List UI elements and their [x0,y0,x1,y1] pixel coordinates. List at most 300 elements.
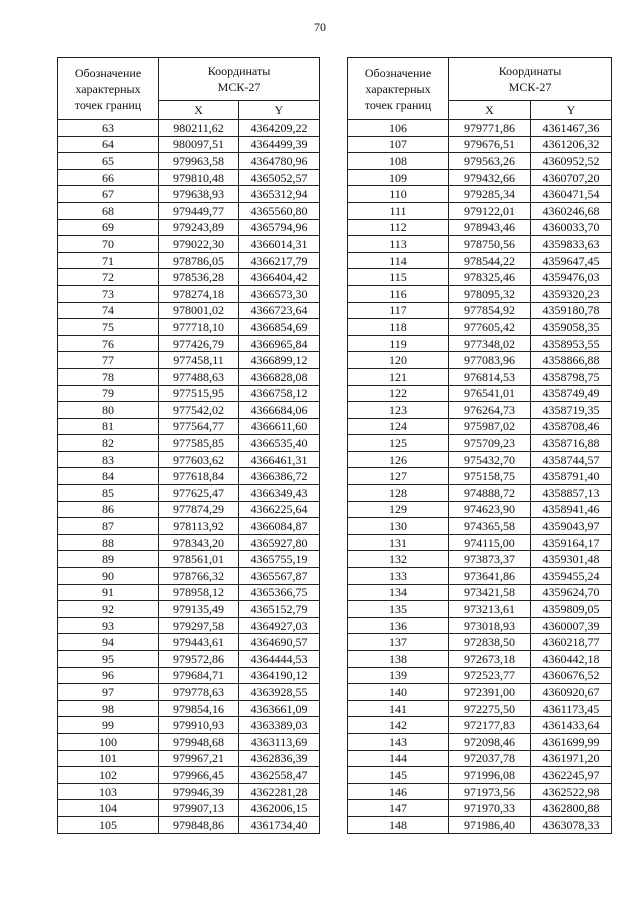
table-row [58,202,320,219]
x-coordinate-cell: 977348,02 [449,335,531,352]
y-coordinate-cell: 4361433,64 [531,717,612,734]
y-coordinate-cell: 4358953,55 [531,335,612,352]
x-coordinate-cell: 977605,42 [449,319,531,336]
point-number-cell: 122 [348,385,449,402]
point-number-cell: 89 [58,551,159,568]
y-coordinate-cell: 4366349,43 [239,485,320,502]
table-row [58,385,320,402]
y-coordinate-cell: 4366684,06 [239,402,320,419]
table-row [58,319,320,336]
x-coordinate-cell: 973018,93 [449,617,531,634]
y-coordinate-cell: 4359164,17 [531,534,612,551]
y-coordinate-cell: 4358941,46 [531,501,612,518]
x-coordinate-cell: 979907,13 [159,800,239,817]
table-row [58,136,320,153]
point-number-cell: 113 [348,236,449,253]
x-coordinate-cell: 978113,92 [159,518,239,535]
y-coordinate-cell: 4359180,78 [531,302,612,319]
y-coordinate-cell: 4358719,35 [531,402,612,419]
y-coordinate-cell: 4358744,57 [531,451,612,468]
y-coordinate-cell: 4359058,35 [531,319,612,336]
table-row [58,352,320,369]
table-row [348,667,612,684]
x-coordinate-cell: 977603,62 [159,451,239,468]
point-number-cell: 70 [58,236,159,253]
point-number-cell: 118 [348,319,449,336]
x-coordinate-cell: 979297,58 [159,617,239,634]
point-number-cell: 110 [348,186,449,203]
y-coordinate-cell: 4366225,64 [239,501,320,518]
point-number-cell: 98 [58,700,159,717]
x-coordinate-cell: 971970,33 [449,800,531,817]
y-coordinate-cell: 4364927,03 [239,617,320,634]
point-number-cell: 115 [348,269,449,286]
y-coordinate-cell: 4361467,36 [531,120,612,137]
x-coordinate-cell: 973421,58 [449,584,531,601]
table-row [348,435,612,452]
x-column-header: X [159,101,239,120]
table-row [348,402,612,419]
table-row [58,501,320,518]
point-number-cell: 90 [58,568,159,585]
table-row [348,285,612,302]
point-number-cell: 86 [58,501,159,518]
x-coordinate-cell: 971986,40 [449,816,531,833]
point-number-cell: 116 [348,285,449,302]
table-row [58,451,320,468]
y-coordinate-cell: 4365560,80 [239,202,320,219]
coordinates-table-right [347,57,612,834]
y-coordinate-cell: 4363928,55 [239,684,320,701]
y-coordinate-cell: 4358798,75 [531,368,612,385]
table-row [58,518,320,535]
y-coordinate-cell: 4360218,77 [531,634,612,651]
y-coordinate-cell: 4363078,33 [531,816,612,833]
point-number-cell: 138 [348,651,449,668]
x-coordinate-cell: 979443,61 [159,634,239,651]
y-coordinate-cell: 4360442,18 [531,651,612,668]
point-number-cell: 141 [348,700,449,717]
x-coordinate-cell: 978001,02 [159,302,239,319]
table-row [58,219,320,236]
x-coordinate-cell: 979948,68 [159,733,239,750]
point-number-cell: 74 [58,302,159,319]
y-coordinate-cell: 4360952,52 [531,153,612,170]
y-coordinate-cell: 4365794,96 [239,219,320,236]
x-coordinate-cell: 977585,85 [159,435,239,452]
y-coordinate-cell: 4366535,40 [239,435,320,452]
y-coordinate-cell: 4366854,69 [239,319,320,336]
y-coordinate-cell: 4360920,67 [531,684,612,701]
table-row [348,468,612,485]
x-coordinate-cell: 977874,29 [159,501,239,518]
y-coordinate-cell: 4366217,79 [239,252,320,269]
y-coordinate-cell: 4360676,52 [531,667,612,684]
x-column-header: X [449,101,531,120]
point-number-cell: 123 [348,402,449,419]
x-coordinate-cell: 975987,02 [449,418,531,435]
table-row [348,485,612,502]
point-number-cell: 108 [348,153,449,170]
point-number-cell: 79 [58,385,159,402]
table-row [348,186,612,203]
point-number-cell: 107 [348,136,449,153]
point-number-cell: 99 [58,717,159,734]
coordinates-header-line1: Координаты [207,64,271,78]
x-coordinate-cell: 976814,53 [449,368,531,385]
table-row [348,335,612,352]
designation-header-line3: точек границ [74,97,142,112]
table-row [58,435,320,452]
point-number-cell: 133 [348,568,449,585]
point-number-cell: 106 [348,120,449,137]
y-coordinate-cell: 4361971,20 [531,750,612,767]
y-coordinate-cell: 4362558,47 [239,767,320,784]
table-row [348,733,612,750]
x-coordinate-cell: 978561,01 [159,551,239,568]
y-coordinate-cell: 4366828,08 [239,368,320,385]
table-row [58,236,320,253]
table-row [58,153,320,170]
point-number-cell: 139 [348,667,449,684]
y-coordinate-cell: 4366573,30 [239,285,320,302]
x-coordinate-cell: 972098,46 [449,733,531,750]
table-row [58,783,320,800]
y-coordinate-cell: 4362006,15 [239,800,320,817]
table-row [348,750,612,767]
y-coordinate-cell: 4362522,98 [531,783,612,800]
point-number-cell: 96 [58,667,159,684]
y-coordinate-cell: 4361173,45 [531,700,612,717]
x-coordinate-cell: 972673,18 [449,651,531,668]
x-coordinate-cell: 972037,78 [449,750,531,767]
x-coordinate-cell: 979449,77 [159,202,239,219]
table-row [58,584,320,601]
table-row [58,534,320,551]
point-number-cell: 105 [58,816,159,833]
table-row [348,783,612,800]
x-coordinate-cell: 977488,63 [159,368,239,385]
x-coordinate-cell: 973641,86 [449,568,531,585]
x-coordinate-cell: 974623,90 [449,501,531,518]
x-coordinate-cell: 975709,23 [449,435,531,452]
point-number-cell: 112 [348,219,449,236]
table-row [348,551,612,568]
y-coordinate-cell: 4360707,20 [531,169,612,186]
y-coordinate-cell: 4363113,69 [239,733,320,750]
table-row [58,717,320,734]
point-number-cell: 104 [58,800,159,817]
table-row [348,418,612,435]
y-coordinate-cell: 4360246,68 [531,202,612,219]
x-coordinate-cell: 971973,56 [449,783,531,800]
y-coordinate-cell: 4359624,70 [531,584,612,601]
table-row [348,767,612,784]
x-coordinate-cell: 979771,86 [449,120,531,137]
table-row [348,136,612,153]
y-coordinate-cell: 4366404,42 [239,269,320,286]
x-coordinate-cell: 974365,58 [449,518,531,535]
table-row [58,485,320,502]
coordinates-header [449,58,612,101]
y-coordinate-cell: 4365152,79 [239,601,320,618]
point-number-cell: 93 [58,617,159,634]
point-number-cell: 132 [348,551,449,568]
table-row [348,153,612,170]
table-row [58,568,320,585]
table-row [348,236,612,253]
table-row [348,800,612,817]
point-number-cell: 92 [58,601,159,618]
x-coordinate-cell: 979810,48 [159,169,239,186]
table-row [348,634,612,651]
point-number-cell: 135 [348,601,449,618]
table-row [58,120,320,137]
point-number-cell: 87 [58,518,159,535]
y-coordinate-cell: 4359833,63 [531,236,612,253]
x-coordinate-cell: 977515,95 [159,385,239,402]
y-column-header: Y [531,101,612,120]
y-coordinate-cell: 4358716,88 [531,435,612,452]
y-coordinate-cell: 4362245,97 [531,767,612,784]
table-body-left [58,120,320,834]
x-coordinate-cell: 972391,00 [449,684,531,701]
x-coordinate-cell: 979778,63 [159,684,239,701]
x-coordinate-cell: 979572,86 [159,651,239,668]
page-number: 70 [314,20,326,34]
point-number-cell: 102 [58,767,159,784]
point-number-cell: 71 [58,252,159,269]
point-number-cell: 68 [58,202,159,219]
coordinates-header-line2: МСК-27 [508,80,552,94]
y-coordinate-cell: 4359647,45 [531,252,612,269]
table-row [58,302,320,319]
coordinates-table-left [57,57,320,834]
table-row [348,816,612,833]
table-row [58,733,320,750]
point-number-cell: 145 [348,767,449,784]
point-number-cell: 109 [348,169,449,186]
coordinates-header [159,58,320,101]
point-number-cell: 121 [348,368,449,385]
x-coordinate-cell: 978343,20 [159,534,239,551]
x-coordinate-cell: 972177,83 [449,717,531,734]
y-coordinate-cell: 4366461,31 [239,451,320,468]
y-coordinate-cell: 4364780,96 [239,153,320,170]
x-coordinate-cell: 973873,37 [449,551,531,568]
y-coordinate-cell: 4364444,53 [239,651,320,668]
point-number-cell: 64 [58,136,159,153]
x-coordinate-cell: 979910,93 [159,717,239,734]
table-row [348,451,612,468]
table-row [58,252,320,269]
x-coordinate-cell: 978095,32 [449,285,531,302]
x-coordinate-cell: 979966,45 [159,767,239,784]
y-column-header: Y [239,101,320,120]
x-coordinate-cell: 979676,51 [449,136,531,153]
table-row [58,601,320,618]
y-coordinate-cell: 4366386,72 [239,468,320,485]
point-number-cell: 91 [58,584,159,601]
y-coordinate-cell: 4366899,12 [239,352,320,369]
x-coordinate-cell: 975158,75 [449,468,531,485]
table-row [58,651,320,668]
y-coordinate-cell: 4366723,64 [239,302,320,319]
point-number-cell: 137 [348,634,449,651]
table-row [58,800,320,817]
point-number-cell: 66 [58,169,159,186]
x-coordinate-cell: 972275,50 [449,700,531,717]
table-row [348,534,612,551]
table-row [58,684,320,701]
x-coordinate-cell: 978766,32 [159,568,239,585]
point-number-cell: 83 [58,451,159,468]
x-coordinate-cell: 979432,66 [449,169,531,186]
table-row [58,667,320,684]
point-number-cell: 72 [58,269,159,286]
x-coordinate-cell: 979854,16 [159,700,239,717]
table-row [348,584,612,601]
table-row [58,551,320,568]
table-row [58,368,320,385]
point-number-cell: 76 [58,335,159,352]
point-number-cell: 142 [348,717,449,734]
point-number-cell: 120 [348,352,449,369]
y-coordinate-cell: 4364690,57 [239,634,320,651]
x-coordinate-cell: 979848,86 [159,816,239,833]
y-coordinate-cell: 4359301,48 [531,551,612,568]
table-row [348,219,612,236]
point-number-cell: 147 [348,800,449,817]
designation-header-line1: Обозначение [364,65,432,80]
point-number-cell: 77 [58,352,159,369]
table-row [58,186,320,203]
y-coordinate-cell: 4366611,60 [239,418,320,435]
table-row [58,816,320,833]
y-coordinate-cell: 4360033,70 [531,219,612,236]
x-coordinate-cell: 972523,77 [449,667,531,684]
table-row [348,269,612,286]
table-row [348,252,612,269]
x-coordinate-cell: 978750,56 [449,236,531,253]
x-coordinate-cell: 977854,92 [449,302,531,319]
point-number-cell: 140 [348,684,449,701]
x-coordinate-cell: 979967,21 [159,750,239,767]
table-row [348,518,612,535]
x-coordinate-cell: 972838,50 [449,634,531,651]
point-number-cell: 97 [58,684,159,701]
y-coordinate-cell: 4363389,03 [239,717,320,734]
table-row [348,717,612,734]
y-coordinate-cell: 4359320,23 [531,285,612,302]
table-row [348,568,612,585]
point-number-cell: 111 [348,202,449,219]
x-coordinate-cell: 979946,39 [159,783,239,800]
table-row [348,169,612,186]
x-coordinate-cell: 974888,72 [449,485,531,502]
table-row [58,468,320,485]
table-row [58,750,320,767]
table-row [348,120,612,137]
y-coordinate-cell: 4365927,80 [239,534,320,551]
table-row [58,418,320,435]
x-coordinate-cell: 977718,10 [159,319,239,336]
y-coordinate-cell: 4364209,22 [239,120,320,137]
designation-header-line3: точек границ [364,97,432,112]
x-coordinate-cell: 979285,34 [449,186,531,203]
x-coordinate-cell: 977618,84 [159,468,239,485]
table-row [348,352,612,369]
y-coordinate-cell: 4364190,12 [239,667,320,684]
y-coordinate-cell: 4365312,94 [239,186,320,203]
table-row [348,385,612,402]
y-coordinate-cell: 4359809,05 [531,601,612,618]
designation-header-line2: характерных [365,81,431,96]
point-number-cell: 129 [348,501,449,518]
y-coordinate-cell: 4362836,39 [239,750,320,767]
point-number-cell: 124 [348,418,449,435]
x-coordinate-cell: 977083,96 [449,352,531,369]
table-row [348,651,612,668]
x-coordinate-cell: 977542,02 [159,402,239,419]
coordinates-header-line2: МСК-27 [217,80,261,94]
x-coordinate-cell: 977625,47 [159,485,239,502]
y-coordinate-cell: 4362281,28 [239,783,320,800]
point-number-cell: 126 [348,451,449,468]
point-number-cell: 117 [348,302,449,319]
y-coordinate-cell: 4358708,46 [531,418,612,435]
x-coordinate-cell: 978325,46 [449,269,531,286]
x-coordinate-cell: 979638,93 [159,186,239,203]
y-coordinate-cell: 4358866,88 [531,352,612,369]
point-number-cell: 65 [58,153,159,170]
x-coordinate-cell: 979684,71 [159,667,239,684]
table-row [58,169,320,186]
x-coordinate-cell: 979963,58 [159,153,239,170]
table-row [58,767,320,784]
point-number-cell: 67 [58,186,159,203]
y-coordinate-cell: 4365567,87 [239,568,320,585]
point-number-cell: 125 [348,435,449,452]
point-number-cell: 148 [348,816,449,833]
table-row [58,269,320,286]
y-coordinate-cell: 4359476,03 [531,269,612,286]
x-coordinate-cell: 971996,08 [449,767,531,784]
x-coordinate-cell: 979563,26 [449,153,531,170]
point-number-cell: 95 [58,651,159,668]
designation-header-line1: Обозначение [74,65,142,80]
y-coordinate-cell: 4359455,24 [531,568,612,585]
table-row [348,601,612,618]
point-number-cell: 85 [58,485,159,502]
point-number-cell: 128 [348,485,449,502]
point-number-cell: 69 [58,219,159,236]
point-number-cell: 144 [348,750,449,767]
table-row [348,684,612,701]
table-row [58,402,320,419]
coordinates-header-line1: Координаты [498,64,562,78]
point-number-cell: 78 [58,368,159,385]
x-coordinate-cell: 976264,73 [449,402,531,419]
y-coordinate-cell: 4366758,12 [239,385,320,402]
y-coordinate-cell: 4358791,40 [531,468,612,485]
x-coordinate-cell: 979243,89 [159,219,239,236]
y-coordinate-cell: 4358857,13 [531,485,612,502]
x-coordinate-cell: 978943,46 [449,219,531,236]
y-coordinate-cell: 4360471,54 [531,186,612,203]
table-row [58,285,320,302]
table-row [58,617,320,634]
